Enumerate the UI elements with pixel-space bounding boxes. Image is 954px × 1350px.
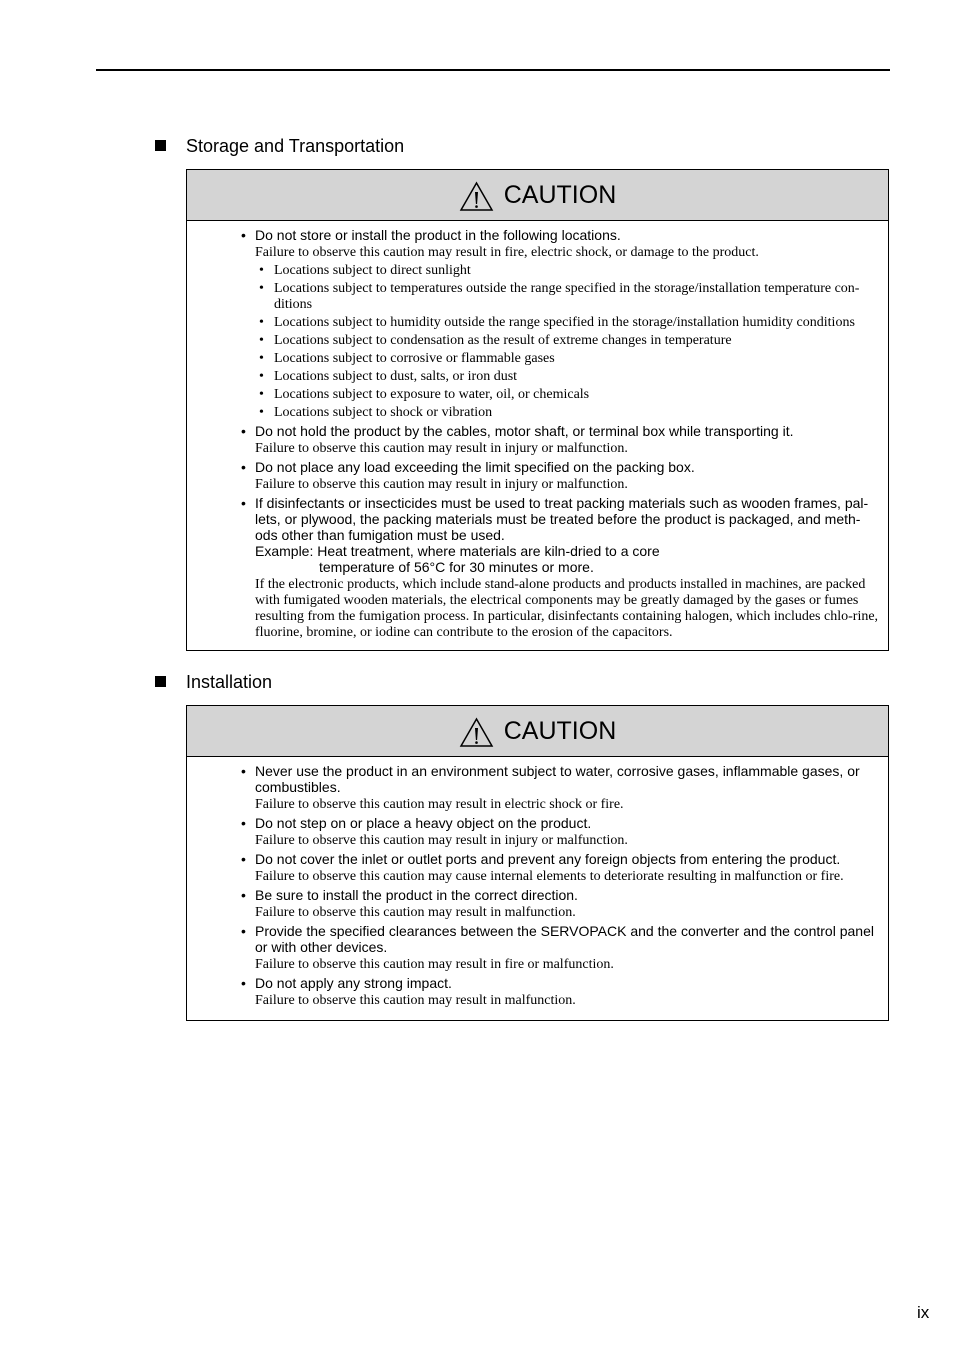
- caution-item-text: Do not place any load exceeding the limit specified on the packing box.: [255, 459, 695, 475]
- list-item: • Locations subject to shock or vibration: [259, 405, 493, 420]
- caution-title: CAUTION: [503, 180, 617, 209]
- header-rule: [96, 69, 890, 71]
- bullet-icon: •: [259, 387, 264, 402]
- bullet-icon: •: [241, 815, 246, 831]
- caution-item-result: Failure to observe this caution may result in fire or malfunction.: [255, 957, 614, 972]
- caution-item: [241, 763, 880, 813]
- caution-item-text: Be sure to install the product in the correct direction.: [255, 887, 578, 903]
- caution-item-text: Do not cover the inlet or outlet ports and prevent any foreign objects from entering the product.: [255, 851, 841, 867]
- bullet-icon: •: [259, 263, 264, 278]
- section-heading-storage: [155, 135, 404, 157]
- bullet-icon: •: [241, 887, 246, 903]
- warning-triangle-icon: [459, 181, 494, 212]
- bullet-icon: •: [259, 333, 264, 348]
- location-list: [255, 263, 880, 421]
- bullet-icon: •: [241, 975, 246, 991]
- section-heading-text: Installation: [186, 672, 273, 692]
- caution-item-result: Failure to observe this caution may result in malfunction.: [255, 993, 576, 1008]
- caution-item: [241, 495, 880, 641]
- caution-box-installation: [186, 705, 889, 1021]
- caution-item: [241, 923, 880, 973]
- caution-item: [241, 887, 880, 921]
- caution-item-result: Failure to observe this caution may result in injury or malfunction.: [255, 833, 628, 848]
- list-item: • Locations subject to temperatures outside the range specified in the storage/installation temperature con-ditions: [259, 281, 860, 312]
- page-number: ix: [917, 1303, 930, 1322]
- caution-item-result: Failure to observe this caution may result in malfunction.: [255, 905, 576, 920]
- caution-item-text: Do not store or install the product in the following locations.: [255, 227, 621, 243]
- square-bullet-icon: [155, 676, 166, 687]
- caution-item-text: Do not hold the product by the cables, motor shaft, or terminal box while transporting it.: [255, 423, 794, 439]
- caution-item-result: Failure to observe this caution may cause internal elements to deteriorate resulting in malfunction or fire.: [255, 869, 844, 884]
- caution-item-text: Never use the product in an environment subject to water, corrosive gases, inflammable gases, or combustibles.: [255, 763, 860, 795]
- list-item: • Locations subject to direct sunlight: [259, 263, 471, 278]
- bullet-icon: •: [259, 405, 264, 420]
- bullet-icon: •: [241, 923, 246, 939]
- bullet-icon: •: [241, 227, 246, 243]
- example-text-continued: temperature of 56°C for 30 minutes or more.: [319, 559, 594, 575]
- section-heading-installation: [155, 671, 272, 693]
- caution-title: CAUTION: [503, 716, 617, 745]
- caution-item: [241, 423, 880, 457]
- bullet-icon: •: [259, 281, 264, 296]
- caution-box-storage: [186, 169, 889, 651]
- warning-triangle-icon: [459, 717, 494, 748]
- bullet-icon: •: [241, 459, 246, 475]
- section-heading-text: Storage and Transportation: [186, 136, 405, 156]
- bullet-icon: •: [259, 351, 264, 366]
- example-text: Example: Heat treatment, where materials are kiln-dried to a core: [255, 543, 660, 559]
- caution-item-result: Failure to observe this caution may result in electric shock or fire.: [255, 797, 624, 812]
- caution-item-text: Do not step on or place a heavy object on the product.: [255, 815, 592, 831]
- bullet-icon: •: [259, 315, 264, 330]
- caution-item-result: Failure to observe this caution may result in injury or malfunction.: [255, 441, 628, 456]
- caution-item-result: Failure to observe this caution may result in injury or malfunction.: [255, 477, 628, 492]
- square-bullet-icon: [155, 140, 166, 151]
- caution-item: [241, 851, 880, 885]
- caution-item-result: Failure to observe this caution may result in fire, electric shock, or damage to the product.: [255, 245, 759, 260]
- caution-body: [187, 757, 888, 1020]
- caution-header: [187, 706, 888, 757]
- caution-body: [187, 221, 888, 650]
- caution-item-text: Do not apply any strong impact.: [255, 975, 452, 991]
- bullet-icon: •: [241, 495, 246, 511]
- bullet-icon: •: [241, 423, 246, 439]
- fumigation-note: If the electronic products, which include stand-alone products and products installed in machines, are packed with fumigated wooden materials, the electrical components may be greatly damaged by the gases or fumes resulting from the fumigation process. In particular, disinfectants containing halogen, which includes chlo-rine, fluorine, bromine, or iodine can contribute to the erosion of the capacitors.: [255, 577, 879, 640]
- list-item: • Locations subject to condensation as the result of extreme changes in temperature: [259, 333, 732, 348]
- bullet-icon: •: [259, 369, 264, 384]
- list-item: • Locations subject to corrosive or flammable gases: [259, 351, 555, 366]
- caution-item: [241, 227, 880, 421]
- caution-item-text: If disinfectants or insecticides must be used to treat packing materials such as wooden frames, pal-lets, or plywood, the packing materials must be treated before the product is packaged, and meth-ods other than fumigation must be used.: [255, 495, 869, 543]
- list-item: • Locations subject to dust, salts, or iron dust: [259, 369, 518, 384]
- bullet-icon: •: [241, 763, 246, 779]
- list-item: • Locations subject to humidity outside the range specified in the storage/installation humidity conditions: [259, 315, 855, 330]
- list-item: • Locations subject to exposure to water, oil, or chemicals: [259, 387, 590, 402]
- caution-header: [187, 170, 888, 221]
- caution-item: [241, 975, 880, 1009]
- caution-item: [241, 815, 880, 849]
- caution-item-text: Provide the specified clearances between the SERVOPACK and the converter and the control panel or with other devices.: [255, 923, 874, 955]
- bullet-icon: •: [241, 851, 246, 867]
- caution-item: [241, 459, 880, 493]
